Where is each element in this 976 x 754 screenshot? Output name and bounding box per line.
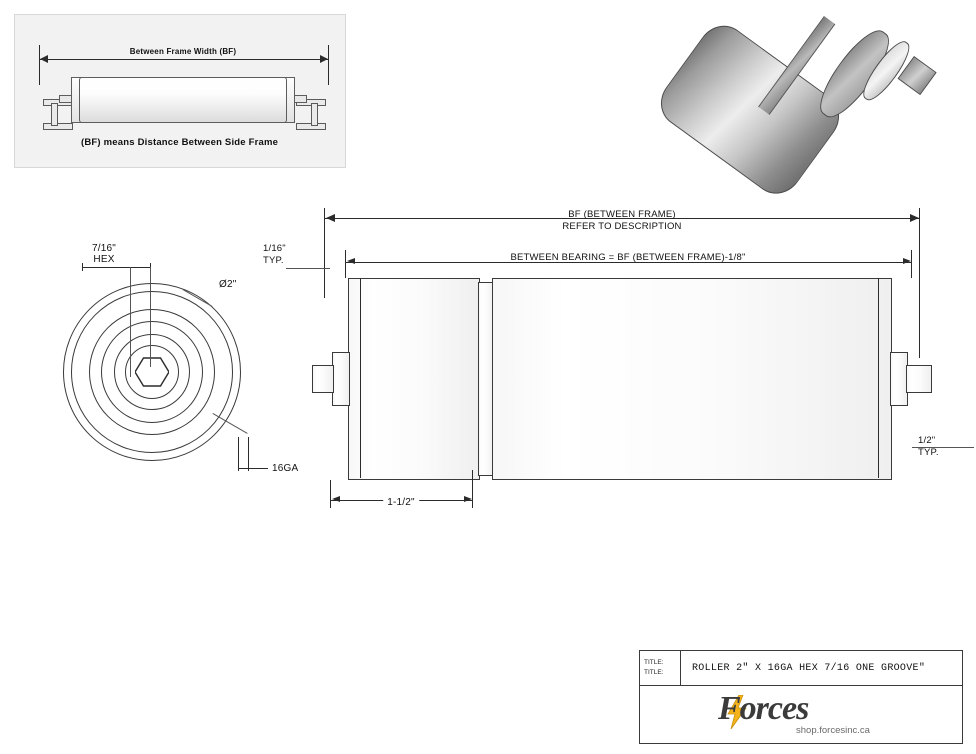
between-frame-inset — [14, 14, 346, 168]
inset-ext-line-left — [39, 45, 40, 85]
part-title-text: ROLLER 2" X 16GA HEX 7/16 ONE GROOVE" — [692, 663, 926, 674]
bf-ext-right — [919, 208, 920, 358]
typ-left-leader — [286, 268, 330, 269]
frame-rail-left-bottom — [43, 123, 73, 130]
groove-arrow-right — [464, 496, 472, 502]
bf-arrow-left — [326, 214, 335, 222]
groove-ext-left — [330, 480, 331, 508]
hex-dim-line — [82, 267, 150, 268]
bf-arrow-right — [910, 214, 919, 222]
wall-ext-right — [248, 437, 249, 471]
side-view-tube-left — [348, 278, 480, 480]
bf-label-line2: REFER TO DESCRIPTION — [562, 221, 682, 232]
typ-right-line1: 1/2" — [918, 435, 936, 446]
inset-shaft-right — [293, 95, 307, 103]
bearing-ext-right — [911, 250, 912, 278]
typ-left-line2: TYP. — [263, 255, 284, 266]
bf-label-line1: BF (BETWEEN FRAME) — [568, 209, 676, 220]
side-view-tube-right — [492, 278, 892, 480]
isometric-roller-image — [700, 8, 970, 193]
wall-dim-line — [238, 468, 268, 469]
inset-caption: (BF) means Distance Between Side Frame — [81, 137, 279, 148]
roller-end-view — [52, 272, 252, 472]
bearing-dimension-label: BETWEEN BEARING = BF (BETWEEN FRAME)-1/8" — [510, 252, 746, 263]
hex-label-line2: HEX — [93, 254, 115, 265]
hex-label-line1: 7/16" — [91, 243, 117, 254]
frame-web-right — [311, 103, 318, 126]
typ-right-line2: TYP. — [918, 447, 939, 458]
roller-side-view — [330, 270, 930, 500]
wall-label: 16GA — [272, 463, 299, 474]
inset-ext-line-right — [328, 45, 329, 85]
inset-dimension-label: Between Frame Width (BF) — [129, 47, 237, 56]
inset-arrow-right — [320, 55, 328, 63]
bearing-ext-left — [345, 250, 346, 278]
forces-logo — [640, 685, 962, 742]
hex-leader-vertical-2 — [150, 267, 151, 367]
inset-dimension-line — [39, 59, 329, 60]
hex-shaft-profile — [135, 357, 169, 387]
side-view-endcap-line-right — [878, 278, 879, 478]
side-view-bearing-left — [332, 352, 350, 406]
logo-website: shop.forcesinc.ca — [796, 725, 870, 736]
side-view-hex-shaft-left — [312, 365, 334, 393]
title-label-2: TITLE: — [644, 669, 664, 676]
hex-dim-tick-left — [82, 263, 83, 271]
title-block — [639, 650, 963, 744]
frame-web-left — [51, 103, 58, 126]
diameter-label: Ø2" — [219, 279, 237, 290]
groove-dimension-label: 1-1/2" — [383, 497, 419, 508]
bearing-arrow-left — [347, 258, 355, 264]
bearing-arrow-right — [903, 258, 911, 264]
title-block-row — [640, 651, 962, 686]
groove-arrow-left — [332, 496, 340, 502]
side-view-hex-shaft-right — [906, 365, 932, 393]
title-block-label-cell — [640, 651, 681, 685]
groove-ext-right — [472, 470, 473, 508]
side-view-endcap-line-left — [360, 278, 361, 478]
bf-ext-left — [324, 208, 325, 298]
wall-ext-left — [238, 437, 239, 471]
logo-wordmark: Forces — [718, 690, 809, 727]
title-label-1: TITLE: — [644, 659, 664, 666]
inset-arrow-left — [40, 55, 48, 63]
typ-left-line1: 1/16" — [263, 243, 286, 254]
inset-roller-body — [79, 77, 287, 123]
hex-leader-vertical — [130, 267, 131, 377]
